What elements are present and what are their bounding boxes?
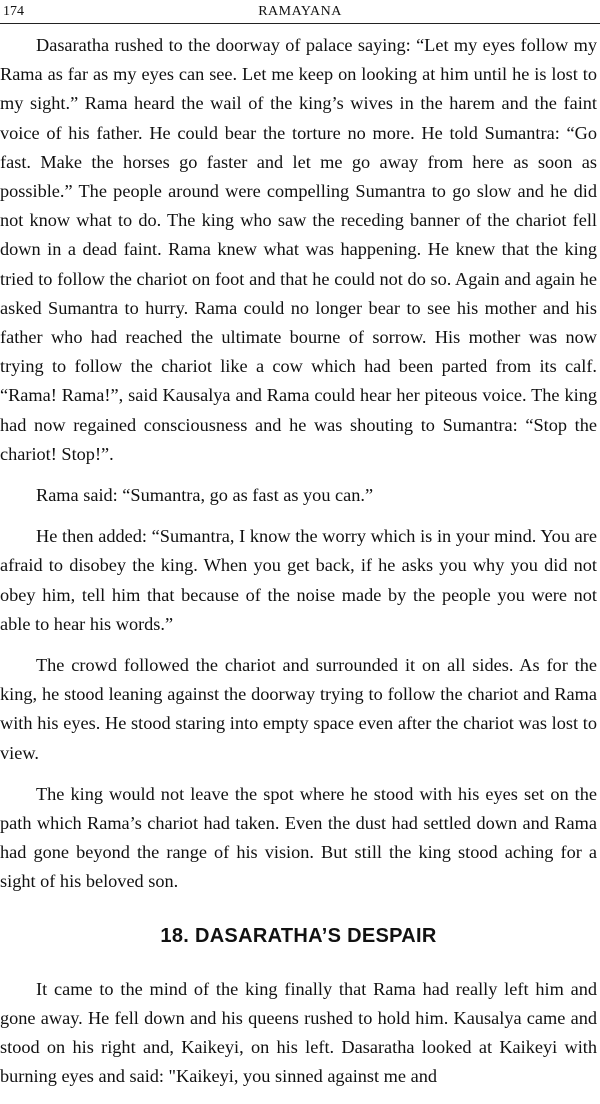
header-rule — [0, 23, 600, 24]
page-number: 174 — [3, 4, 24, 19]
paragraph: He then added: “Sumantra, I know the worry which is in your mind. You are afraid to disobey the king. When you get back, if he asks you why you did not obey him, tell him that because of the noise made by the people you were not able to hear his words.” — [0, 526, 597, 634]
paragraph: Rama said: “Sumantra, go as fast as you can.” — [36, 485, 374, 506]
paragraph: The crowd followed the chariot and surrounded it on all sides. As for the king, he stood leaning against the doorway trying to follow the chariot and Rama with his eyes. He stood staring into empty space even after the chariot was lost to view. — [0, 655, 597, 763]
running-head — [3, 2, 597, 22]
paragraph: The king would not leave the spot where he stood with his eyes set on the path which Rama’s chariot had taken. Even the dust had settled down and Rama had gone beyond the range of his vision. But still the king stood aching for a sight of his beloved son. — [0, 783, 597, 892]
chapter-heading: 18. DASARATHA’S DESPAIR — [160, 924, 437, 947]
running-title: RAMAYANA — [258, 4, 342, 19]
paragraph: Dasaratha rushed to the doorway of palace saying: “Let my eyes follow my Rama as far as my eyes can see. Let me keep on looking at him until he is lost to my sight.” Rama heard the wail of the king’s wives in the harem and the faint voice of his father. He could bear the torture no more. He told Sumantra: “Go fast. Make the horses go faster and let me go away from here as soon as possible.” The people around were compelling Sumantra to go slow and he did not know what to do. The king who saw the receding banner of the chariot fell down in a dead faint. Rama knew what was happening. He knew that the king tried to follow the chariot on foot and that he could not do so. Again and again he asked Sumantra to hurry. Rama could no longer bear to see his mother and his father who had reached the ultimate bourne of sorrow. His mother was now trying to follow the chariot like a cow which had been parted from its calf. “Rama! Rama!”, said Kausalya and Rama could hear her piteous voice. The king had now regained consciousness and he was shouting to Sumantra: “Stop the chariot! Stop!”. — [0, 35, 597, 464]
paragraph: It came to the mind of the king finally that Rama had really left him and gone away. He fell down and his queens rushed to hold him. Kausalya came and stood on his right and, Kaikeyi, on his left. Dasaratha looked at Kaikeyi with burning eyes and said: "Kaikeyi, you sinned against me and — [0, 978, 597, 1087]
body-text — [0, 31, 597, 1104]
